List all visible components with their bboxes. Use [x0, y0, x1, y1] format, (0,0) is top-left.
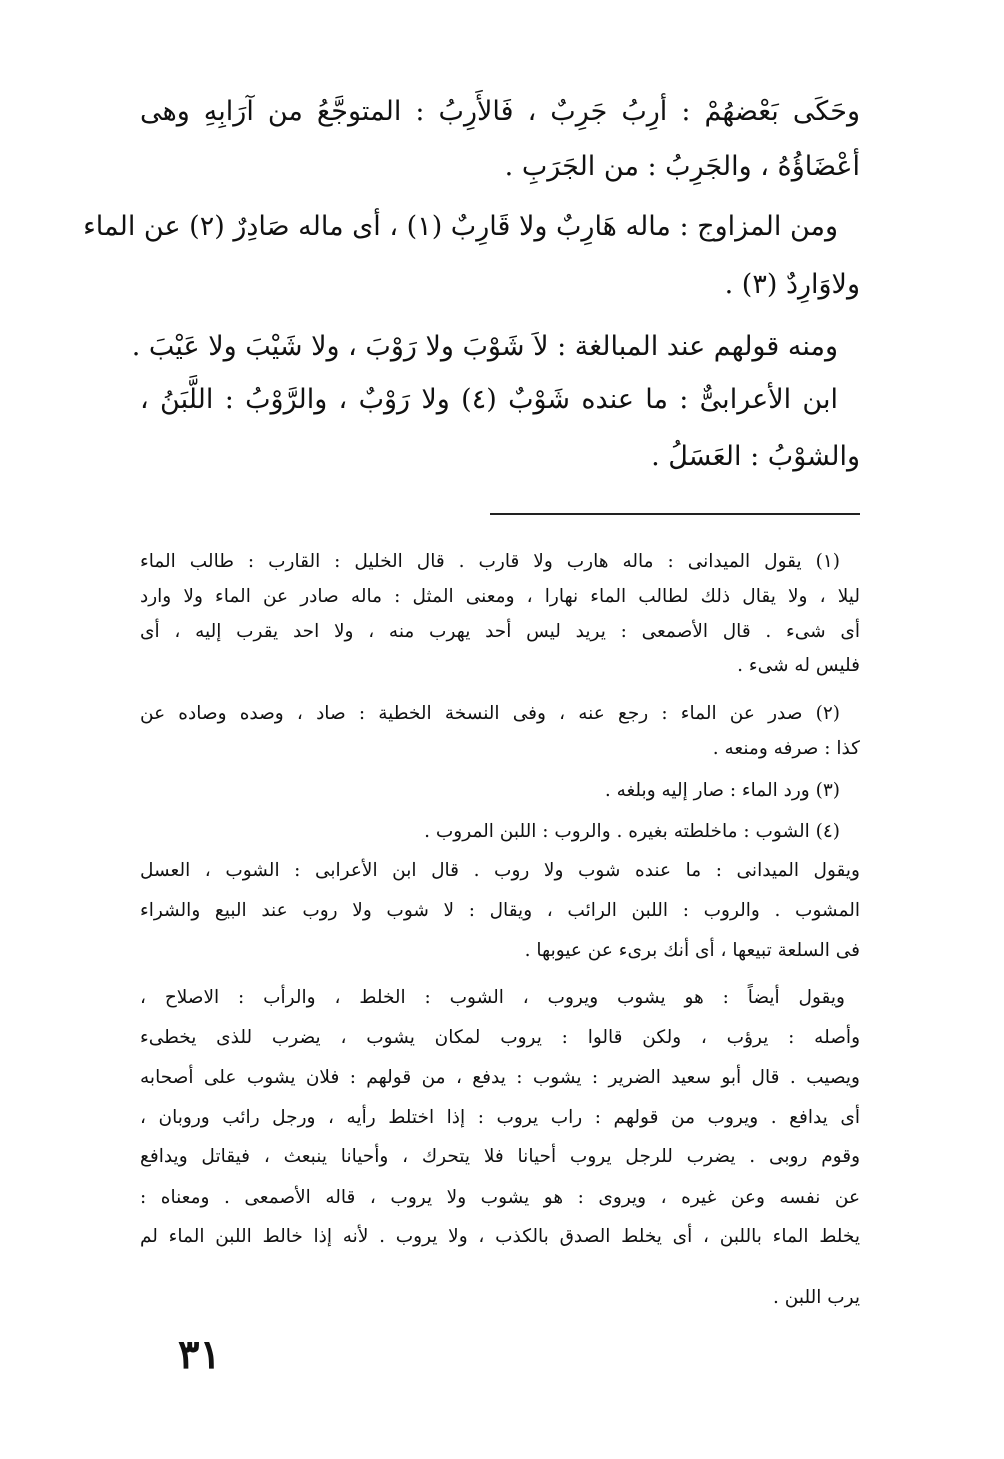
- footnote-line: كذا : صرفه ومنعه .: [712, 738, 860, 759]
- footnote-line: وقوم روبى . يضرب للرجل يروب أحيانا فلا يتحرك ، وأحيانا ينبعث ، فيقاتل ويدافع: [140, 1146, 860, 1167]
- footnote-line: ليلا ، ولا يقال ذلك لطالب الماء نهارا ، ومعنى المثل : ماله صادر عن الماء ولا وارد: [140, 586, 860, 607]
- footnote-line: يخلط الماء باللبن ، أى يخلط الصدق بالكذب ، ولا يروب . لأنه إذا خالط اللبن الماء لم: [140, 1226, 860, 1247]
- main-text-line: أعْضَاؤُهُ ، والجَرِبُ : من الجَرَبِ .: [504, 151, 860, 182]
- footnote-line: أى شىء . قال الأصمعى : يريد ليس أحد يهرب منه ، ولا احد يقرب إليه ، أى: [140, 621, 860, 642]
- footnote-line: (٣) ورد الماء : صار إليه وبلغه .: [604, 780, 840, 801]
- footnote-separator: [490, 513, 860, 515]
- footnote-line: يرب اللبن .: [773, 1287, 860, 1308]
- footnote-line: فى السلعة تبيعها ، أى أنك برىء عن عيوبها .: [524, 940, 860, 961]
- main-text-line: ومنه قولهم عند المبالغة : لاَ شَوْبَ ولا رَوْبَ ، ولا شَيْبَ ولا عَيْبَ .: [131, 331, 838, 362]
- main-text-line: ابن الأعرابىٌّ : ما عنده شَوْبٌ (٤) ولا رَوْبٌ ، والرَّوْبُ : اللَّبَنُ ،: [140, 384, 838, 415]
- footnote-line: (٢) صدر عن الماء : رجع عنه ، وفى النسخة الخطية : صاد ، وصده وصاده عن: [140, 703, 840, 724]
- footnote-line: وأصله : يرؤب ، ولكن قالوا : يروب لمكان يشوب ، يضرب للذى يخطىء: [140, 1027, 860, 1048]
- main-text-line: وحَكَى بَعْضهُمْ : أرِبُ جَرِبٌ ، فَالأَرِبُ : المتوجَّعُ من آرَابِهِ وهى: [140, 96, 860, 127]
- footnote-line: فليس له شىء .: [737, 655, 860, 676]
- footnote-line: عن نفسه وعن غيره ، ويروى : هو يشوب ولا يروب ، قاله الأصمعى . ومعناه :: [140, 1187, 860, 1208]
- footnote-line: (٤) الشوب : ماخلطته بغيره . والروب : اللبن المروب .: [424, 821, 840, 842]
- main-text-line: ولاوَارِدٌ (٣) .: [724, 269, 860, 300]
- footnote-line: ويقول الميدانى : ما عنده شوب ولا روب . قال ابن الأعرابى : الشوب ، العسل: [140, 860, 860, 881]
- footnote-line: ويقول أيضاً : هو يشوب ويروب ، الشوب : الخلط ، والرأب : الاصلاح ،: [140, 987, 845, 1008]
- page-number: ٣١: [178, 1331, 221, 1378]
- footnote-line: المشوب . والروب : اللبن الرائب ، ويقال : لا شوب ولا روب عند البيع والشراء: [140, 900, 860, 921]
- footnote-line: ويصيب . قال أبو سعيد الضرير : يشوب : يدفع ، من قولهم : فلان يشوب على أصحابه: [140, 1067, 860, 1088]
- main-text-line: ومن المزاوج : ماله هَارِبٌ ولا قَارِبٌ (١) ، أى ماله صَادِرٌ (٢) عن الماء: [83, 211, 838, 242]
- main-text-line: والشوْبُ : العَسَلُ .: [651, 441, 860, 472]
- footnote-line: (١) يقول الميدانى : ماله هارب ولا قارب . قال الخليل : القارب : طالب الماء: [140, 551, 840, 572]
- footnote-line: أى يدافع . ويروب من قولهم : راب يروب : إذا اختلط رأيه ، ورجل رائب وروبان ،: [140, 1107, 860, 1128]
